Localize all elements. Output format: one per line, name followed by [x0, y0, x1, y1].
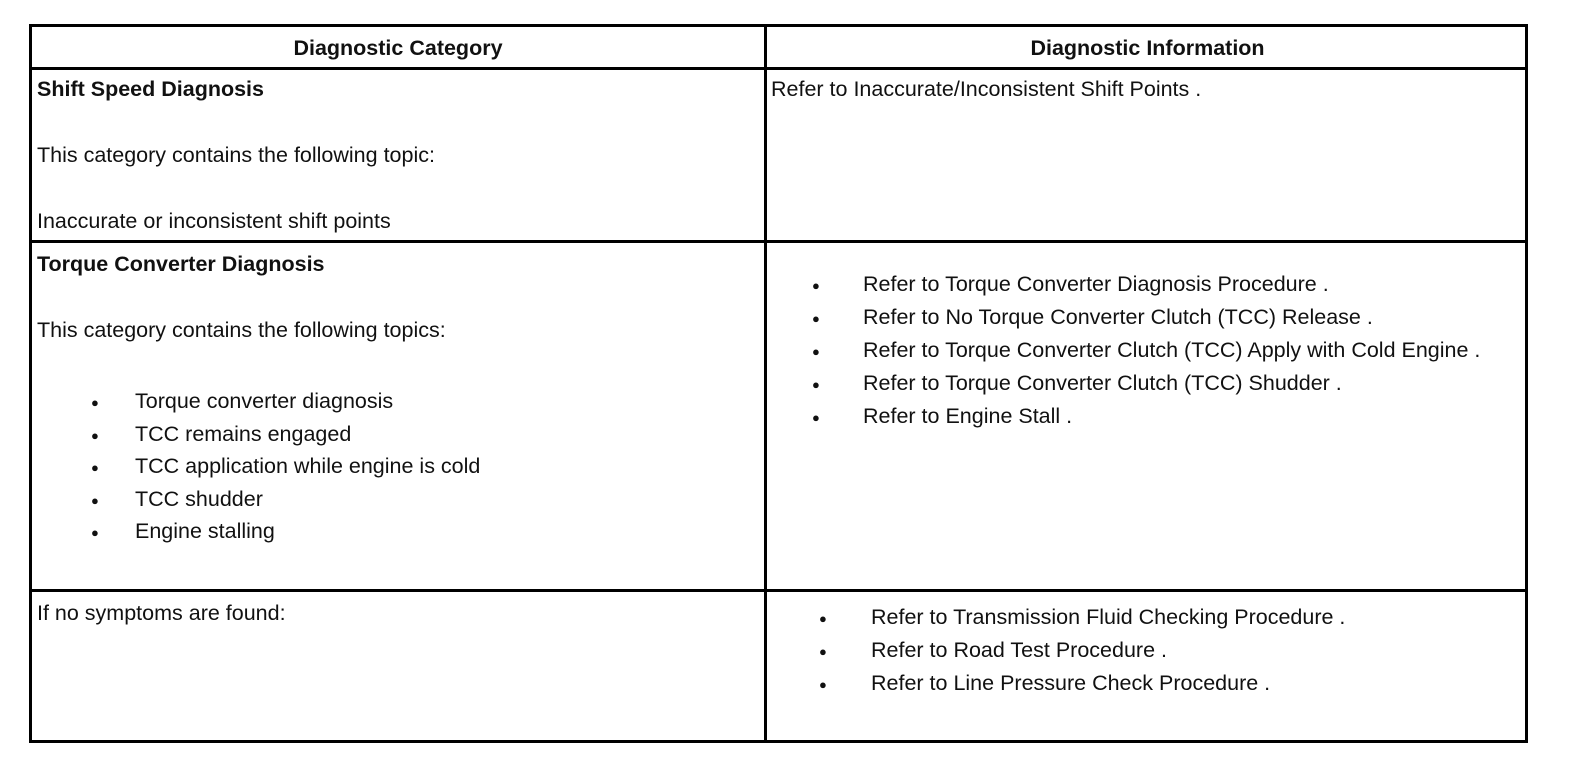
row-torque-converter-category: [37, 251, 757, 551]
category-topic: Inaccurate or inconsistent shift points: [37, 209, 391, 233]
category-title: Shift Speed Diagnosis: [37, 77, 264, 101]
diagnostic-table: [29, 24, 1528, 743]
category-title: If no symptoms are found:: [37, 601, 286, 625]
info-reference: Refer to Inaccurate/Inconsistent Shift Points .: [771, 77, 1202, 101]
topic-list: [37, 388, 757, 545]
row-no-symptoms-category: [37, 600, 757, 627]
list-item: ● Refer to Transmission Fluid Checking Procedure .: [767, 604, 1507, 631]
reference-list: [767, 271, 1507, 430]
list-item: ● Torque converter diagnosis: [37, 388, 757, 415]
list-item: ● Refer to No Torque Converter Clutch (TCC) Release .: [767, 304, 1507, 331]
list-item: ● TCC application while engine is cold: [37, 453, 757, 480]
list-item: ● Refer to Torque Converter Diagnosis Procedure .: [767, 271, 1507, 298]
list-item: ● Refer to Torque Converter Clutch (TCC) Shudder .: [767, 370, 1507, 397]
list-item: ● Refer to Torque Converter Clutch (TCC) Apply with Cold Engine .: [767, 337, 1507, 364]
row-no-symptoms-info: [767, 604, 1507, 703]
row-shift-speed-category: [37, 76, 757, 235]
list-item: ● TCC shudder: [37, 486, 757, 513]
row-shift-speed-info: [771, 76, 1521, 103]
header-diagnostic-category: Diagnostic Category: [293, 36, 503, 60]
row-divider-1: [32, 240, 1525, 243]
list-item: ● Refer to Line Pressure Check Procedure .: [767, 670, 1507, 697]
list-item: ● Refer to Engine Stall .: [767, 403, 1507, 430]
row-torque-converter-info: [767, 271, 1507, 436]
list-item: ● Refer to Road Test Procedure .: [767, 637, 1507, 664]
row-divider-2: [32, 589, 1525, 592]
category-title: Torque Converter Diagnosis: [37, 252, 325, 276]
list-item: ● TCC remains engaged: [37, 421, 757, 448]
category-intro: This category contains the following topic:: [37, 143, 435, 167]
reference-list: [767, 604, 1507, 697]
header-divider: [32, 67, 1525, 70]
header-diagnostic-information: Diagnostic Information: [1030, 36, 1265, 60]
list-item: ● Engine stalling: [37, 518, 757, 545]
category-intro: This category contains the following topics:: [37, 318, 446, 342]
